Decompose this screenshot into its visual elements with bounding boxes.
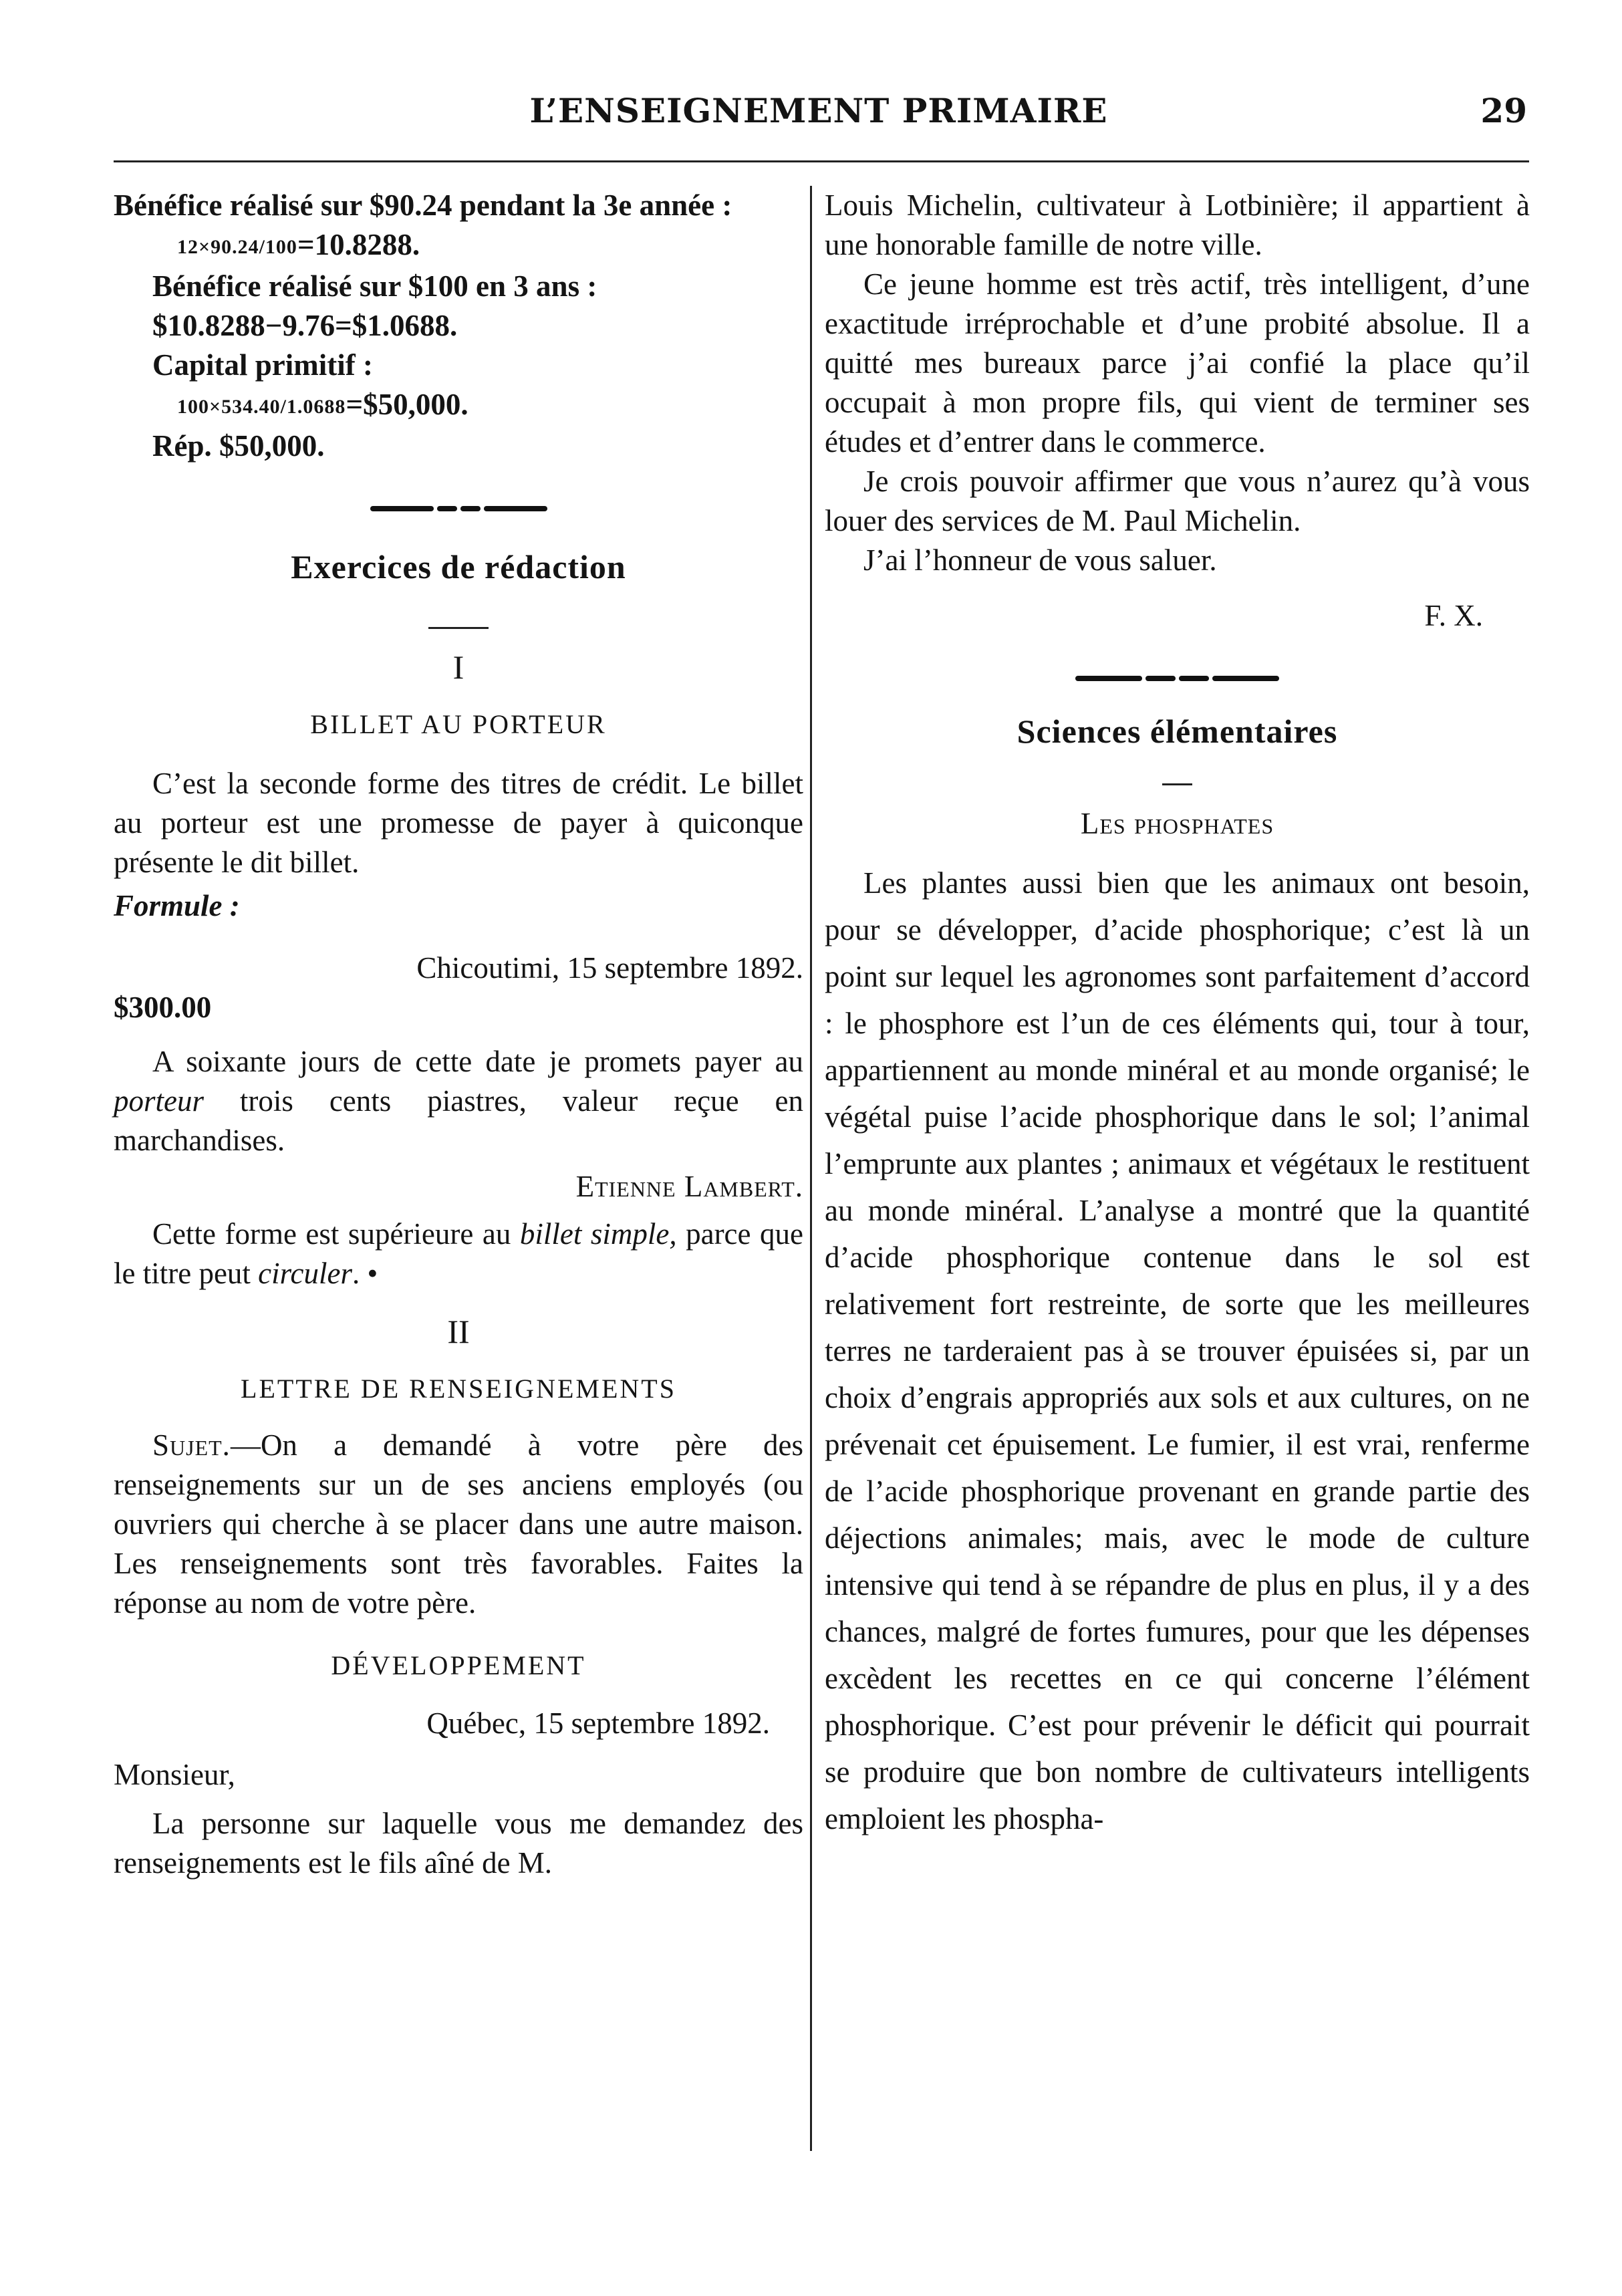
running-title: L’ENSEIGNEMENT PRIMAIRE (529, 91, 1108, 130)
letter-2-salutation: Monsieur, (114, 1758, 235, 1791)
subject-text: —On a demandé à votre père des renseignements sur un de ses anciens employés (ou ouvriers qui cherche à se placer dans une autre maison. Les renseignements sont très favorables. Faites la réponse au nom de votre père. (114, 1428, 803, 1620)
letter-2-paragraph-2: Ce jeune homme est très actif, très intelligent, d’une exactitude irréprochable et d’une probité absolue. Il a quitté mes bureaux parce j’ai confié la place qu’il occupait à mon propre fils, qui vient de terminer ses études et d’entrer dans le commerce. (825, 267, 1530, 459)
letter-2-paragraph-3: Je crois pouvoir affirmer que vous n’aurez qu’à vous louer des services de M. Paul Michelin. (825, 465, 1530, 537)
calc-intro-3: Capital primitif : (152, 348, 373, 382)
calc-line-2: $10.8288−9.76=$1.0688. (152, 309, 458, 342)
section-ornament (114, 495, 803, 522)
letter-1-amount: $300.00 (114, 991, 212, 1024)
exercise-2-title: LETTRE DE RENSEIGNEMENTS (241, 1374, 676, 1404)
exercise-1-title: BILLET AU PORTEUR (310, 709, 607, 739)
formula-label: Formule : (114, 889, 240, 922)
calc-intro-1: Bénéfice réalisé sur $90.24 pendant la 3e année : (114, 188, 732, 222)
letter-2-closing: J’ai l’honneur de vous saluer. (863, 543, 1217, 577)
answer: Rép. $50,000. (152, 429, 325, 463)
letter-2-signature: F. X. (1424, 599, 1483, 632)
note-italic: circuler (258, 1257, 352, 1290)
calc-intro-2: Bénéfice réalisé sur $100 en 3 ans : (152, 269, 597, 303)
letter-1-body-part: A soixante jours de cette date je promets payer au (152, 1045, 803, 1078)
letter-1-body (114, 1042, 803, 1160)
note-part: Cette forme est supérieure au (152, 1217, 520, 1251)
note-italic: billet simple, (519, 1217, 677, 1251)
exercise-2-numeral: II (447, 1313, 470, 1350)
calc-line-1 (114, 225, 803, 267)
note-part: parce que le titre peut (114, 1217, 803, 1290)
letter-1-place-date: Chicoutimi, 15 septembre 1892. (416, 951, 803, 985)
exercise-2-subject (114, 1426, 803, 1623)
calc-fraction-3: 100×534.40/1.0688 (177, 396, 346, 418)
section-ornament (825, 665, 1530, 692)
note-part: . • (352, 1257, 378, 1290)
right-column (825, 186, 1530, 1842)
column-divider (810, 186, 812, 2151)
letter-2-place-date: Québec, 15 septembre 1892. (426, 1706, 770, 1740)
section-separator (1162, 783, 1192, 785)
calc-result-1: =10.8288. (297, 228, 420, 261)
exercise-1-note (114, 1215, 803, 1293)
letter-1-signature: Etienne Lambert. (575, 1170, 803, 1203)
left-column (114, 186, 803, 1883)
letter-1-body-italic: porteur (114, 1084, 204, 1118)
development-title: DÉVELOPPEMENT (331, 1650, 586, 1680)
section-title-sciences: Sciences élémentaires (1017, 713, 1338, 750)
subject-label: Sujet. (152, 1428, 231, 1462)
calc-result-3: =$50,000. (346, 388, 468, 421)
letter-1-body-part: trois cents piastres, valeur reçue en marchandises. (114, 1084, 803, 1157)
section-title-exercices: Exercices de rédaction (291, 548, 626, 586)
page-number: 29 (1480, 91, 1527, 130)
exercise-1-numeral: I (452, 648, 464, 686)
letter-2-continuation: Louis Michelin, cultivateur à Lotbinière; il appartient à une honorable famille de notre ville. (825, 188, 1530, 261)
exercise-1-text: C’est la seconde forme des titres de crédit. Le billet au porteur est une promesse de payer à quiconque présente le dit billet. (114, 767, 803, 879)
letter-2-start: La personne sur laquelle vous me demandez des renseignements est le fils aîné de M. (114, 1807, 803, 1880)
subsection-title-phosphates: Les phosphates (1080, 807, 1274, 840)
page-header (110, 79, 1527, 139)
calc-fraction-1: 12×90.24/100 (177, 236, 297, 258)
science-text: Les plantes aussi bien que les animaux ont besoin, pour se développer, d’acide phosphorique; c’est là un point sur lequel les agronomes sont parfaitement d’accord : le phosphore est l’un de ces éléments qui, tour à tour, appartiennent au monde minéral et au monde organisé; le végétal puise l’acide phosphorique dans le sol; l’animal l’emprunte aux plantes ; animaux et végétaux le restituent au monde minéral. L’analyse a montré que la quantité d’acide phosphorique contenue dans le sol est relativement fort restreinte, de sorte que les meilleures terres ne tarderaient pas à se trouver épuisées si, par un choix d’engrais appropriés aux sols et aux cultures, on ne prévenait cet épuisement. Le fumier, il est vrai, renferme de l’acide phosphorique provenant en grande partie des déjections animales; mais, avec le mode de culture intensive qui tend à se répandre de plus en plus, il y a des chances, malgré de fortes fumures, pour que les dépenses excèdent les recettes en ce qui concerne l’élément phosphorique. C’est pour prévenir le déficit qui pourrait se produire que bon nombre de cultivateurs intelligents emploient les phospha- (825, 866, 1530, 1835)
calc-line-3 (114, 385, 803, 426)
section-separator (428, 627, 489, 629)
header-rule (114, 160, 1529, 162)
